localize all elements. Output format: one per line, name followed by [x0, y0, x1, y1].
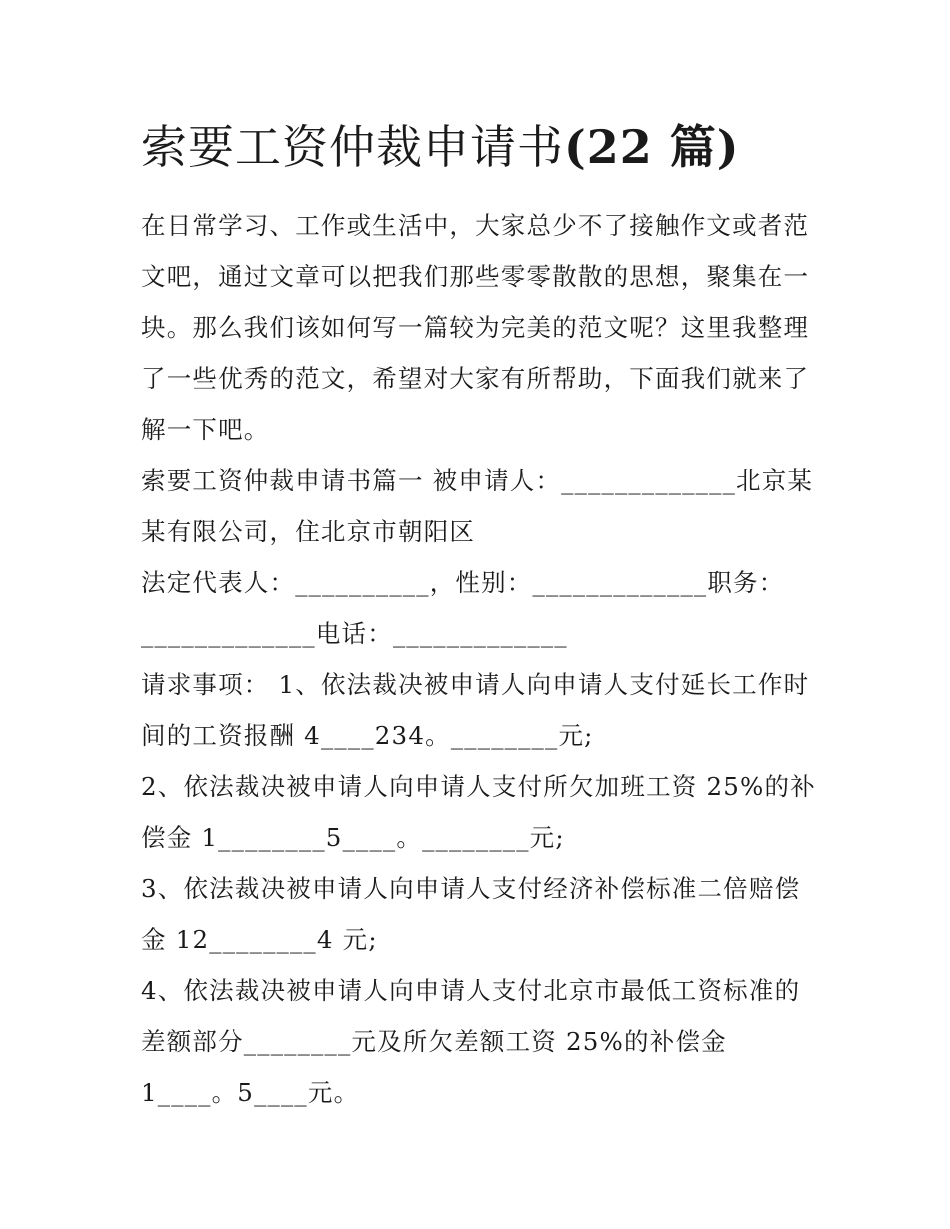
document-title — [141, 114, 821, 180]
title-count: (22 篇) — [564, 120, 740, 174]
claim-item-1: 请求事项： 1、依法裁决被申请人向申请人支付延长工作时间的工资报酬 4____234。________元; — [141, 670, 810, 750]
claim-item-3: 3、依法裁决被申请人向申请人支付经济补偿标准二倍赔偿金 12________4 元; — [141, 874, 801, 954]
claim-item-4: 4、依法裁决被申请人向申请人支付北京市最低工资标准的差额部分________元及所欠差额工资 25%的补偿金 1____。5____元。 — [141, 976, 801, 1107]
document-page — [141, 114, 821, 1118]
respondent-paragraph: 索要工资仲裁申请书篇一 被申请人：_____________北京某某有限公司，住北京市朝阳区 — [141, 466, 814, 546]
legal-rep-paragraph: 法定代表人：__________，性别：_____________职务：_____________电话：_____________ — [141, 568, 785, 648]
claim-item-2: 2、依法裁决被申请人向申请人支付所欠加班工资 25%的补偿金 1________5____。________元; — [141, 772, 816, 852]
intro-paragraph: 在日常学习、工作或生活中，大家总少不了接触作文或者范文吧，通过文章可以把我们那些零零散散的思想，聚集在一块。那么我们该如何写一篇较为完美的范文呢？这里我整理了一些优秀的范文，希望对大家有所帮助，下面我们就来了解一下吧。 — [141, 211, 810, 444]
title-text: 索要工资仲裁申请书 — [141, 120, 564, 174]
